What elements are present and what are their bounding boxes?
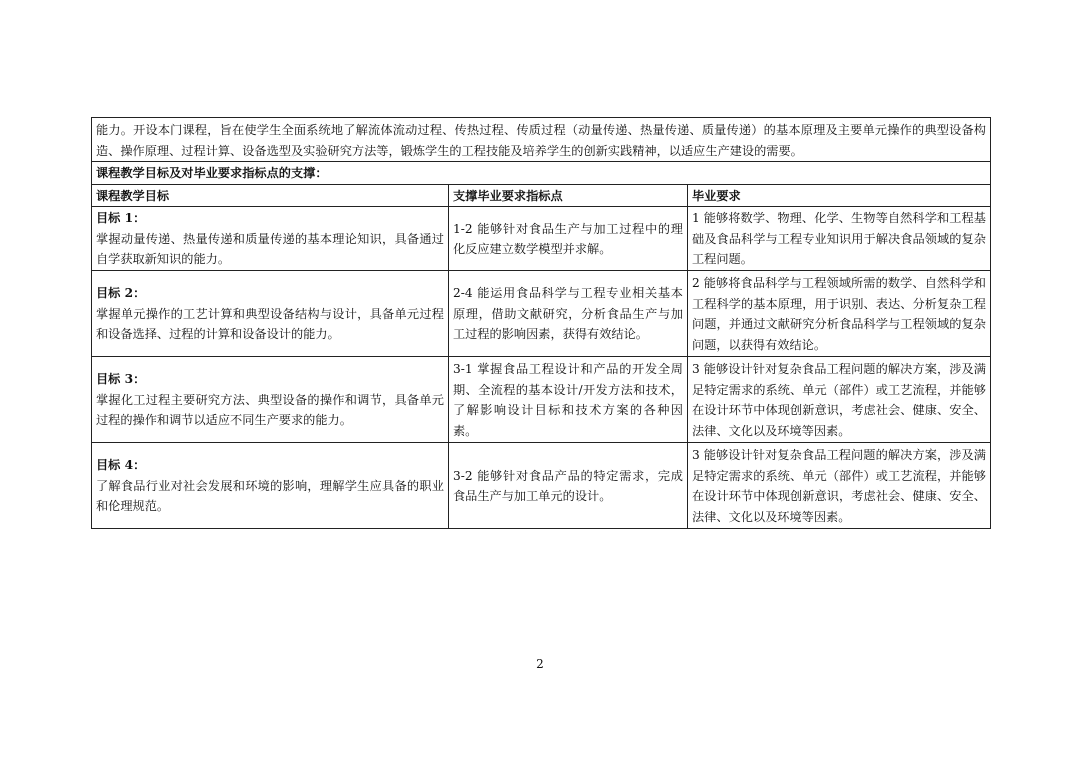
- table-row: [92, 207, 991, 271]
- goal-title: 目标 3：: [96, 372, 146, 387]
- table-row: [92, 443, 991, 529]
- intro-paragraph: 能力。开设本门课程，旨在使学生全面系统地了解流体流动过程、传热过程、传质过程（动量传递、热量传递、质量传递）的基本原理及主要单元操作的典型设备构造、操作原理、过程计算、设备选型及实验研究方法等，锻炼学生的工程技能及培养学生的创新实践精神，以适应生产建设的需要。: [92, 118, 991, 162]
- column-header-goal: 课程教学目标: [92, 184, 449, 207]
- table-row: [92, 271, 991, 357]
- goal-cell: [92, 207, 449, 271]
- section-heading-row: [92, 162, 991, 185]
- requirement-cell: 3 能够设计针对复杂食品工程问题的解决方案，涉及满足特定需求的系统、单元（部件）或工艺流程，并能够在设计环节中体现创新意识，考虑社会、健康、安全、法律、文化以及环境等因素。: [688, 443, 991, 529]
- goal-description: 掌握化工过程主要研究方法、典型设备的操作和调节，具备单元过程的操作和调节以适应不同生产要求的能力。: [96, 392, 444, 428]
- column-header-indicator: 支撑毕业要求指标点: [449, 184, 688, 207]
- requirement-cell: 3 能够设计针对复杂食品工程问题的解决方案，涉及满足特定需求的系统、单元（部件）或工艺流程，并能够在设计环节中体现创新意识，考虑社会、健康、安全、法律、文化以及环境等因素。: [688, 357, 991, 443]
- column-header-requirement: 毕业要求: [688, 184, 991, 207]
- goal-title: 目标 1：: [96, 211, 146, 226]
- table-row: [92, 357, 991, 443]
- goal-description: 了解食品行业对社会发展和环境的影响，理解学生应具备的职业和伦理规范。: [96, 478, 444, 514]
- goal-cell: [92, 357, 449, 443]
- goal-title: 目标 4：: [96, 458, 146, 473]
- requirement-cell: 1 能够将数学、物理、化学、生物等自然科学和工程基础及食品科学与工程专业知识用于解决食品领域的复杂工程问题。: [688, 207, 991, 271]
- indicator-cell: 1-2 能够针对食品生产与加工过程中的理化反应建立数学模型并求解。: [449, 207, 688, 271]
- requirement-cell: 2 能够将食品科学与工程领域所需的数学、自然科学和工程科学的基本原理，用于识别、表达、分析复杂工程问题，并通过文献研究分析食品科学与工程领域的复杂问题，以获得有效结论。: [688, 271, 991, 357]
- page-number: 2: [536, 657, 544, 671]
- indicator-cell: 2-4 能运用食品科学与工程专业相关基本原理，借助文献研究，分析食品生产与加工过程的影响因素，获得有效结论。: [449, 271, 688, 357]
- indicator-cell: 3-1 掌握食品工程设计和产品的开发全周期、全流程的基本设计/开发方法和技术，了解影响设计目标和技术方案的各种因素。: [449, 357, 688, 443]
- column-header-row: [92, 184, 991, 207]
- goal-description: 掌握动量传递、热量传递和质量传递的基本理论知识，具备通过自学获取新知识的能力。: [96, 231, 444, 267]
- goal-cell: [92, 443, 449, 529]
- goal-title: 目标 2：: [96, 286, 146, 301]
- goal-description: 掌握单元操作的工艺计算和典型设备结构与设计，具备单元过程和设备选择、过程的计算和设备设计的能力。: [96, 306, 444, 342]
- goal-cell: [92, 271, 449, 357]
- indicator-cell: 3-2 能够针对食品产品的特定需求，完成食品生产与加工单元的设计。: [449, 443, 688, 529]
- course-objectives-table: [91, 117, 991, 529]
- intro-row: [92, 118, 991, 162]
- section-heading: 课程教学目标及对毕业要求指标点的支撑：: [92, 162, 991, 185]
